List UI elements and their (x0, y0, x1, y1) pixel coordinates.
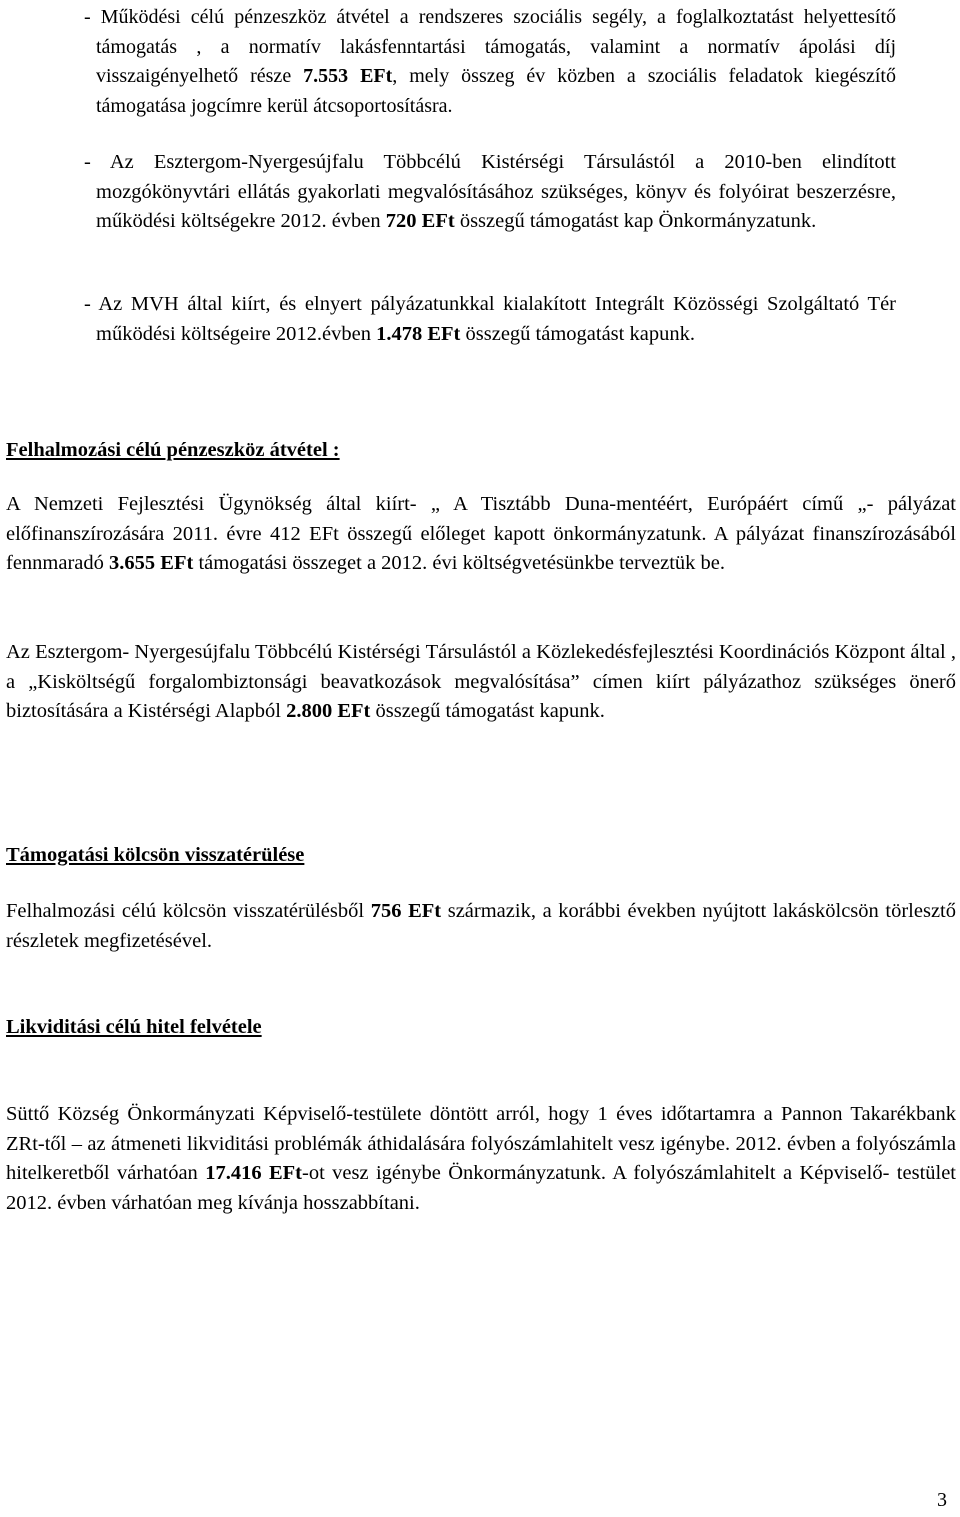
bullet-text: - Az Esztergom-Nyergesújfalu Többcélú Kistérségi Társulástól a 2010-ben elindított mozgókönyvtári ellátás gyakorlati megvalósításához szükséges, könyv és folyóirat beszerzésre, működési költségekre 2012. évben (84, 151, 896, 232)
paragraph-amount: 3.655 EFt (109, 552, 194, 574)
paragraph-amount: 2.800 EFt (286, 700, 371, 722)
bullet-amount: 720 EFt (385, 210, 455, 232)
paragraph-amount: 17.416 EFt (205, 1162, 302, 1184)
paragraph-kolcson (6, 897, 956, 956)
bullet-text: összegű támogatást kap Önkormányzatunk. (454, 210, 817, 232)
paragraph-text: -ot vesz igénybe Önkormányzatunk. A folyószámlahitelt a Képviselő- testület 2012. évben várhatóan meg kívánja hosszabbítani. (6, 1162, 957, 1214)
bullet-szocialis-segely (84, 3, 896, 121)
bullet-text: összegű támogatást kapunk. (460, 322, 695, 345)
heading-hitel: Likviditási célú hitel felvétele (6, 1016, 262, 1038)
paragraph-text: A Nemzeti Fejlesztési Ügynökség által kiírt- „ A Tisztább Duna-mentéért, Európáért című „- pályázat előfinanszírozására 2011. évre 412 EFt összegű előleget kapott önkormányzatunk. A pályázat finanszírozásából fennmaradó (6, 493, 956, 574)
bullet-amount: 7.553 EFt (303, 65, 393, 87)
paragraph-kistersegi-alap (6, 638, 956, 727)
paragraph-text: támogatási összeget a 2012. évi költségvetésünkbe terveztük be. (193, 552, 726, 574)
paragraph-hitel (6, 1100, 956, 1218)
bullet-mozgokonyvtar (84, 148, 896, 237)
bullet-text: , mely összeg év közben a szociális feladatok kiegészítő támogatása jogcímre kerül átcsoportosításra. (96, 65, 896, 117)
paragraph-text: Süttő Község Önkormányzati Képviselő-testülete döntött arról, hogy 1 éves időtartamra a Pannon Takarékbank ZRt-től – az átmeneti likviditási problémák áthidalására folyószámlahitelt vesz igénybe. 2012. évben a folyószámla hitelkeretből várhatóan (6, 1103, 956, 1184)
paragraph-text: összegű támogatást kapunk. (370, 700, 605, 722)
heading-kolcson: Támogatási kölcsön visszatérülése (6, 844, 305, 866)
page-number: 3 (937, 1489, 947, 1511)
bullet-text: - Működési célú pénzeszköz átvétel a rendszeres szociális segély, a foglalkoztatást helyettesítő támogatás , a normatív lakásfenntartási támogatás, valamint a normatív ápolási díj visszaigényelhető része (84, 6, 896, 87)
paragraph-amount: 756 EFt (370, 900, 442, 922)
bullet-amount: 1.478 EFt (376, 322, 461, 345)
paragraph-text: Az Esztergom- Nyergesújfalu Többcélú Kistérségi Társulástól a Közlekedésfejlesztési Koordinációs Központ által , a „Kisköltségű forgalombiztonsági beavatkozások megvalósítása” címen kiírt pályázathoz szükséges önerő biztosítására a Kistérségi Alapból (6, 641, 956, 722)
bullet-text: - Az MVH által kiírt, és elnyert pályázatunkkal kialakított Integrált Közösségi Szolgáltató Tér működési költségeire 2012.évben (84, 293, 896, 345)
bullet-mvh-palyazat (84, 290, 896, 349)
paragraph-text: származik, a korábbi években nyújtott lakáskölcsön törlesztő részletek megfizetésével. (6, 900, 956, 952)
paragraph-text: Felhalmozási célú kölcsön visszatérülésből (6, 900, 371, 922)
paragraph-nfu-palyazat (6, 490, 956, 579)
heading-felhalmozasi: Felhalmozási célú pénzeszköz átvétel : (6, 439, 340, 461)
